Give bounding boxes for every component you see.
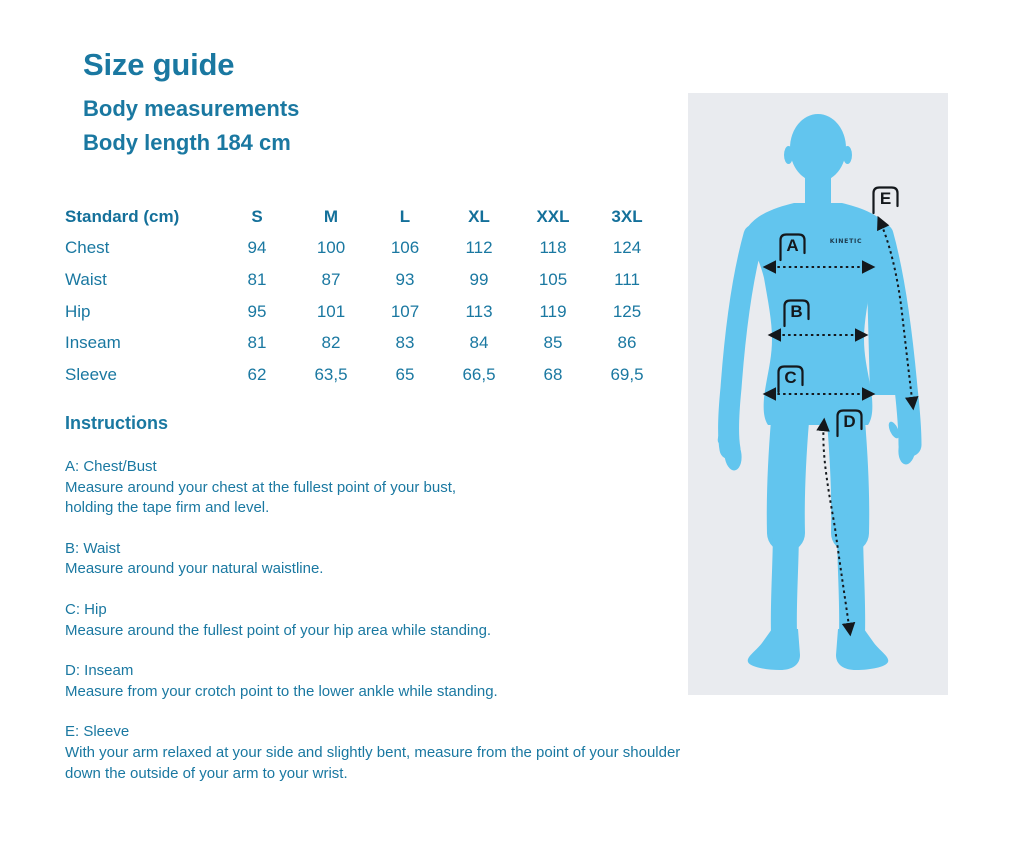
cell-value: 124 <box>612 238 642 258</box>
cell-value: 95 <box>247 301 267 321</box>
instruction-text: holding the tape firm and level. <box>65 499 270 517</box>
table-row-inseam <box>65 327 664 359</box>
cell-value: 69,5 <box>610 364 644 384</box>
cell-value: 65 <box>395 364 415 384</box>
cell-value: 82 <box>321 333 341 353</box>
right-foot <box>836 629 888 670</box>
page-header <box>83 47 299 160</box>
cell-value: 84 <box>469 333 489 353</box>
instruction-text: With your arm relaxed at your side and slightly bent, measure from the point of your shoulder <box>65 743 681 761</box>
cell-value: 105 <box>538 269 568 289</box>
cell-value: 87 <box>321 269 341 289</box>
instructions-heading: Instructions <box>65 413 169 433</box>
cell-value: 106 <box>390 238 420 258</box>
cell-value: 113 <box>465 301 493 321</box>
cell-value: 107 <box>390 301 420 321</box>
cell-value: 81 <box>247 333 267 353</box>
cell-value: 81 <box>247 269 267 289</box>
cell-value: 86 <box>617 333 637 353</box>
instruction-inseam <box>65 661 680 702</box>
row-label: Sleeve <box>65 364 117 384</box>
instruction-label: A: Chest/Bust <box>65 458 157 475</box>
subtitle-body-length: Body length 184 cm <box>83 130 291 155</box>
column-header-3xl: 3XL <box>611 206 643 226</box>
instruction-text: Measure around your natural waistline. <box>65 560 324 578</box>
row-label: Hip <box>65 301 91 321</box>
instruction-text: Measure around your chest at the fullest point of your bust, <box>65 478 457 496</box>
size-table <box>65 201 664 391</box>
marker-letter-e: E <box>879 189 892 208</box>
instruction-text: Measure from your crotch point to the lower ankle while standing. <box>65 682 498 700</box>
body-diagram <box>688 93 948 695</box>
brand-logo: KINETIC <box>829 238 863 245</box>
cell-value: 118 <box>539 238 567 258</box>
column-header-m: M <box>323 206 339 226</box>
cell-value: 125 <box>612 301 642 321</box>
instruction-label: B: Waist <box>65 539 121 557</box>
cell-value: 94 <box>247 238 267 258</box>
row-label: Inseam <box>65 333 121 353</box>
instruction-waist <box>65 539 680 580</box>
instruction-label: C: Hip <box>65 600 107 618</box>
cell-value: 63,5 <box>314 364 348 384</box>
instruction-label: E: Sleeve <box>65 723 130 741</box>
table-header-row <box>65 201 664 233</box>
cell-value: 83 <box>395 333 415 353</box>
cell-value: 100 <box>316 238 346 258</box>
body-measurement-figure <box>688 93 948 695</box>
left-foot <box>748 629 800 670</box>
table-row-chest <box>65 233 664 265</box>
cell-value: 119 <box>539 301 567 321</box>
marker-letter-a: A <box>786 236 799 255</box>
column-header-s: S <box>251 206 263 226</box>
cell-value: 62 <box>247 364 267 384</box>
column-header-xxl: XXL <box>536 206 570 226</box>
cell-value: 111 <box>614 269 640 289</box>
instruction-hip <box>65 600 680 641</box>
column-header-xl: XL <box>468 206 490 226</box>
page-title: Size guide <box>83 47 235 82</box>
instruction-text: down the outside of your arm to your wrist. <box>65 764 348 782</box>
instruction-chest-bust <box>65 457 680 519</box>
subtitle-body-measurements: Body measurements <box>83 96 300 121</box>
cell-value: 66,5 <box>462 364 496 384</box>
column-header-l: L <box>399 206 411 226</box>
marker-letter-b: B <box>790 302 803 321</box>
cell-value: 112 <box>465 238 493 258</box>
marker-letter-d: D <box>843 412 856 431</box>
table-row-waist <box>65 264 664 296</box>
marker-sleeve <box>874 188 898 214</box>
row-label: Waist <box>65 269 107 289</box>
marker-letter-c: C <box>784 368 797 387</box>
cell-value: 101 <box>316 301 346 321</box>
instruction-label: D: Inseam <box>65 662 134 680</box>
table-row-hip <box>65 296 664 328</box>
column-header-standard: Standard (cm) <box>65 206 180 226</box>
cell-value: 85 <box>543 333 563 353</box>
cell-value: 93 <box>395 269 415 289</box>
instruction-sleeve <box>65 722 680 784</box>
row-label: Chest <box>65 238 110 258</box>
table-row-sleeve <box>65 359 664 391</box>
instruction-text: Measure around the fullest point of your hip area while standing. <box>65 621 492 639</box>
instructions-section <box>65 413 680 804</box>
cell-value: 68 <box>543 364 563 384</box>
cell-value: 99 <box>469 269 489 289</box>
